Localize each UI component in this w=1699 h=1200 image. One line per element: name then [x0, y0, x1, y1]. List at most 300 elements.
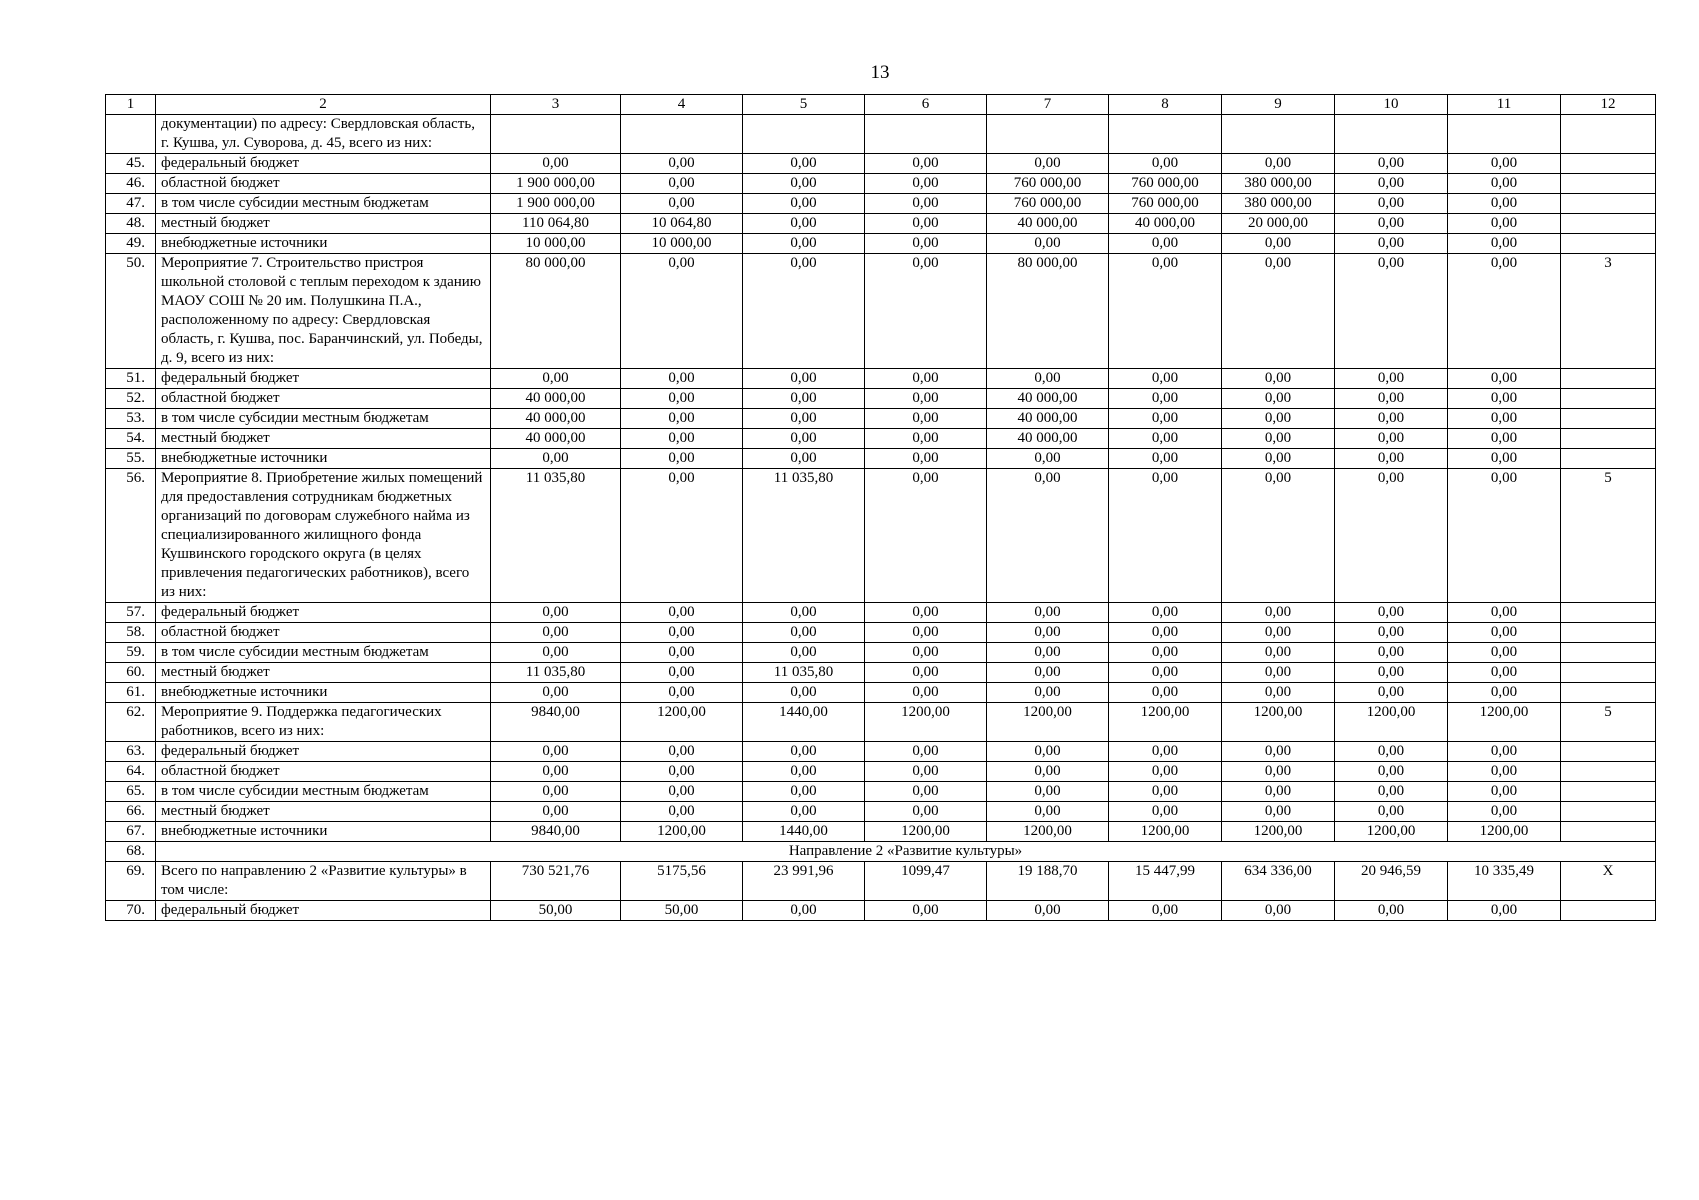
item-name: внебюджетные источники — [156, 822, 491, 842]
target-index-cell — [1561, 409, 1656, 429]
table-row — [106, 469, 1656, 603]
table-row — [106, 234, 1656, 254]
value-cell: 0,00 — [1335, 409, 1448, 429]
value-cell: 0,00 — [743, 409, 865, 429]
value-cell: 0,00 — [491, 603, 621, 623]
row-number: 61. — [106, 683, 156, 703]
table-row — [106, 174, 1656, 194]
row-number: 66. — [106, 802, 156, 822]
value-cell: 0,00 — [1448, 389, 1561, 409]
table-row — [106, 409, 1656, 429]
item-name: областной бюджет — [156, 389, 491, 409]
value-cell: 0,00 — [865, 623, 987, 643]
value-cell: 11 035,80 — [743, 469, 865, 603]
value-cell: 1200,00 — [865, 703, 987, 742]
value-cell: 11 035,80 — [743, 663, 865, 683]
value-cell: 0,00 — [743, 254, 865, 369]
value-cell: 1440,00 — [743, 822, 865, 842]
value-cell: 11 035,80 — [491, 469, 621, 603]
value-cell: 0,00 — [743, 802, 865, 822]
value-cell: 0,00 — [1335, 623, 1448, 643]
value-cell: 0,00 — [1109, 154, 1222, 174]
value-cell: 0,00 — [865, 901, 987, 921]
value-cell: 0,00 — [987, 683, 1109, 703]
value-cell: 0,00 — [621, 802, 743, 822]
table-row — [106, 369, 1656, 389]
value-cell: 0,00 — [865, 389, 987, 409]
row-number: 59. — [106, 643, 156, 663]
value-cell: 0,00 — [1335, 369, 1448, 389]
table-row — [106, 643, 1656, 663]
value-cell: 0,00 — [743, 194, 865, 214]
value-cell: 1200,00 — [621, 703, 743, 742]
value-cell: 1200,00 — [1448, 703, 1561, 742]
item-name: Всего по направлению 2 «Развитие культуры» в том числе: — [156, 862, 491, 901]
value-cell: 0,00 — [491, 623, 621, 643]
value-cell: 0,00 — [1222, 369, 1335, 389]
value-cell: 0,00 — [1109, 643, 1222, 663]
row-number: 69. — [106, 862, 156, 901]
item-name: федеральный бюджет — [156, 901, 491, 921]
row-number: 48. — [106, 214, 156, 234]
value-cell: 1200,00 — [1222, 703, 1335, 742]
value-cell: 0,00 — [621, 623, 743, 643]
header-cell: 12 — [1561, 95, 1656, 115]
target-index-cell: 5 — [1561, 703, 1656, 742]
item-name: в том числе субсидии местным бюджетам — [156, 782, 491, 802]
table-row — [106, 254, 1656, 369]
value-cell: 0,00 — [621, 369, 743, 389]
value-cell: 0,00 — [987, 623, 1109, 643]
value-cell: 0,00 — [1448, 409, 1561, 429]
value-cell — [1448, 115, 1561, 154]
target-index-cell — [1561, 901, 1656, 921]
value-cell: 0,00 — [1109, 663, 1222, 683]
value-cell: 0,00 — [987, 901, 1109, 921]
value-cell: 0,00 — [1335, 214, 1448, 234]
value-cell: 0,00 — [491, 449, 621, 469]
target-index-cell — [1561, 742, 1656, 762]
value-cell: 1200,00 — [1109, 822, 1222, 842]
value-cell: 0,00 — [1109, 683, 1222, 703]
row-number: 46. — [106, 174, 156, 194]
value-cell: 0,00 — [491, 369, 621, 389]
row-number: 64. — [106, 762, 156, 782]
page-number: 13 — [870, 62, 890, 83]
item-name: федеральный бюджет — [156, 603, 491, 623]
target-index-cell — [1561, 194, 1656, 214]
row-number: 62. — [106, 703, 156, 742]
value-cell: 0,00 — [491, 643, 621, 663]
value-cell — [491, 115, 621, 154]
row-number: 68. — [106, 842, 156, 862]
value-cell: 110 064,80 — [491, 214, 621, 234]
item-name: областной бюджет — [156, 623, 491, 643]
value-cell: 0,00 — [1335, 802, 1448, 822]
value-cell: 0,00 — [1335, 742, 1448, 762]
value-cell: 11 035,80 — [491, 663, 621, 683]
value-cell: 0,00 — [1448, 469, 1561, 603]
value-cell: 0,00 — [1448, 643, 1561, 663]
value-cell: 0,00 — [621, 174, 743, 194]
value-cell: 0,00 — [987, 603, 1109, 623]
value-cell: 760 000,00 — [987, 174, 1109, 194]
target-index-cell — [1561, 115, 1656, 154]
value-cell: 0,00 — [1222, 762, 1335, 782]
header-cell: 4 — [621, 95, 743, 115]
value-cell: 0,00 — [1448, 603, 1561, 623]
value-cell: 0,00 — [621, 194, 743, 214]
item-name: Мероприятие 9. Поддержка педагогических работников, всего из них: — [156, 703, 491, 742]
value-cell: 20 946,59 — [1335, 862, 1448, 901]
value-cell: 0,00 — [1335, 174, 1448, 194]
table-row — [106, 742, 1656, 762]
value-cell: 0,00 — [1222, 782, 1335, 802]
value-cell: 0,00 — [987, 154, 1109, 174]
value-cell: 760 000,00 — [1109, 174, 1222, 194]
target-index-cell — [1561, 762, 1656, 782]
value-cell: 0,00 — [1109, 429, 1222, 449]
target-index-cell — [1561, 623, 1656, 643]
value-cell: 0,00 — [1448, 174, 1561, 194]
header-cell: 5 — [743, 95, 865, 115]
value-cell: 0,00 — [1222, 742, 1335, 762]
value-cell: 1200,00 — [1335, 703, 1448, 742]
table-row — [106, 115, 1656, 154]
value-cell: 0,00 — [865, 762, 987, 782]
row-number: 57. — [106, 603, 156, 623]
value-cell: 0,00 — [491, 762, 621, 782]
table-row — [106, 154, 1656, 174]
header-cell: 1 — [106, 95, 156, 115]
value-cell: 10 000,00 — [621, 234, 743, 254]
header-cell: 9 — [1222, 95, 1335, 115]
value-cell: 0,00 — [1222, 603, 1335, 623]
section-title: Направление 2 «Развитие культуры» — [156, 842, 1656, 862]
value-cell: 0,00 — [987, 762, 1109, 782]
value-cell — [743, 115, 865, 154]
value-cell: 0,00 — [743, 782, 865, 802]
row-number — [106, 115, 156, 154]
value-cell: 0,00 — [743, 369, 865, 389]
row-number: 60. — [106, 663, 156, 683]
item-name: в том числе субсидии местным бюджетам — [156, 409, 491, 429]
target-index-cell — [1561, 154, 1656, 174]
value-cell: 0,00 — [1448, 449, 1561, 469]
value-cell: 0,00 — [1109, 901, 1222, 921]
value-cell: 0,00 — [1222, 802, 1335, 822]
value-cell: 0,00 — [621, 762, 743, 782]
value-cell: 0,00 — [1335, 449, 1448, 469]
value-cell: 1 900 000,00 — [491, 194, 621, 214]
table-row — [106, 822, 1656, 842]
target-index-cell — [1561, 822, 1656, 842]
value-cell: 0,00 — [987, 663, 1109, 683]
value-cell: 0,00 — [1335, 901, 1448, 921]
header-cell: 2 — [156, 95, 491, 115]
value-cell: 0,00 — [987, 643, 1109, 663]
value-cell: 0,00 — [743, 643, 865, 663]
value-cell: 0,00 — [491, 154, 621, 174]
value-cell: 0,00 — [1222, 683, 1335, 703]
item-name: местный бюджет — [156, 663, 491, 683]
value-cell: 10 335,49 — [1448, 862, 1561, 901]
value-cell: 0,00 — [1448, 214, 1561, 234]
value-cell: 0,00 — [1109, 469, 1222, 603]
value-cell: 0,00 — [987, 742, 1109, 762]
value-cell: 0,00 — [621, 469, 743, 603]
table-row — [106, 762, 1656, 782]
table-row — [106, 603, 1656, 623]
value-cell: 1200,00 — [621, 822, 743, 842]
item-name: внебюджетные источники — [156, 449, 491, 469]
value-cell: 40 000,00 — [987, 214, 1109, 234]
row-number: 45. — [106, 154, 156, 174]
value-cell: 0,00 — [865, 449, 987, 469]
row-number: 52. — [106, 389, 156, 409]
value-cell: 0,00 — [1448, 901, 1561, 921]
value-cell: 40 000,00 — [987, 429, 1109, 449]
value-cell: 0,00 — [1448, 254, 1561, 369]
value-cell: 0,00 — [743, 449, 865, 469]
value-cell: 0,00 — [621, 389, 743, 409]
header-cell: 10 — [1335, 95, 1448, 115]
target-index-cell: Х — [1561, 862, 1656, 901]
value-cell: 0,00 — [491, 782, 621, 802]
table-row — [106, 782, 1656, 802]
value-cell: 0,00 — [621, 429, 743, 449]
value-cell: 40 000,00 — [491, 429, 621, 449]
table-row — [106, 802, 1656, 822]
item-name: в том числе субсидии местным бюджетам — [156, 194, 491, 214]
value-cell: 0,00 — [987, 469, 1109, 603]
row-number: 70. — [106, 901, 156, 921]
item-name: федеральный бюджет — [156, 154, 491, 174]
value-cell: 0,00 — [1335, 429, 1448, 449]
value-cell — [621, 115, 743, 154]
value-cell: 0,00 — [865, 429, 987, 449]
value-cell: 1440,00 — [743, 703, 865, 742]
item-name: местный бюджет — [156, 802, 491, 822]
value-cell: 0,00 — [743, 742, 865, 762]
value-cell: 0,00 — [1222, 409, 1335, 429]
value-cell: 634 336,00 — [1222, 862, 1335, 901]
value-cell: 0,00 — [491, 802, 621, 822]
value-cell: 0,00 — [1109, 623, 1222, 643]
row-number: 67. — [106, 822, 156, 842]
item-name: областной бюджет — [156, 174, 491, 194]
value-cell: 0,00 — [865, 742, 987, 762]
value-cell: 1200,00 — [865, 822, 987, 842]
value-cell: 40 000,00 — [1109, 214, 1222, 234]
value-cell: 0,00 — [1222, 154, 1335, 174]
table-row — [106, 901, 1656, 921]
value-cell: 0,00 — [1448, 782, 1561, 802]
value-cell: 0,00 — [1448, 623, 1561, 643]
value-cell: 0,00 — [1335, 234, 1448, 254]
value-cell: 0,00 — [621, 154, 743, 174]
value-cell: 0,00 — [621, 683, 743, 703]
value-cell: 19 188,70 — [987, 862, 1109, 901]
value-cell: 1 900 000,00 — [491, 174, 621, 194]
target-index-cell — [1561, 369, 1656, 389]
value-cell: 0,00 — [1335, 683, 1448, 703]
value-cell: 10 064,80 — [621, 214, 743, 234]
value-cell: 0,00 — [987, 802, 1109, 822]
value-cell: 0,00 — [1109, 234, 1222, 254]
item-name: областной бюджет — [156, 762, 491, 782]
value-cell: 0,00 — [743, 762, 865, 782]
value-cell: 0,00 — [1335, 469, 1448, 603]
value-cell: 0,00 — [987, 449, 1109, 469]
value-cell: 0,00 — [621, 663, 743, 683]
value-cell: 0,00 — [865, 214, 987, 234]
value-cell: 0,00 — [621, 782, 743, 802]
target-index-cell: 5 — [1561, 469, 1656, 603]
value-cell: 5175,56 — [621, 862, 743, 901]
value-cell: 0,00 — [1222, 429, 1335, 449]
item-name: Мероприятие 7. Строительство пристроя школьной столовой с теплым переходом к зданию МАОУ СОШ № 20 им. Полушкина П.А., расположенному по адресу: Свердловская область, г. Кушва, пос. Баранчинский, ул. Победы, д. 9, всего из них: — [156, 254, 491, 369]
value-cell: 50,00 — [491, 901, 621, 921]
value-cell — [1222, 115, 1335, 154]
table-row — [106, 862, 1656, 901]
header-row — [106, 95, 1656, 115]
value-cell: 0,00 — [1222, 469, 1335, 603]
row-number: 56. — [106, 469, 156, 603]
value-cell: 0,00 — [621, 742, 743, 762]
item-name: внебюджетные источники — [156, 234, 491, 254]
value-cell: 0,00 — [865, 683, 987, 703]
table-row — [106, 214, 1656, 234]
value-cell: 0,00 — [1448, 429, 1561, 449]
table-row — [106, 842, 1656, 862]
value-cell: 0,00 — [865, 802, 987, 822]
value-cell: 0,00 — [1335, 603, 1448, 623]
value-cell: 0,00 — [1335, 254, 1448, 369]
target-index-cell — [1561, 449, 1656, 469]
header-cell: 8 — [1109, 95, 1222, 115]
row-number: 54. — [106, 429, 156, 449]
value-cell: 0,00 — [743, 603, 865, 623]
value-cell: 40 000,00 — [987, 389, 1109, 409]
row-number: 47. — [106, 194, 156, 214]
value-cell: 0,00 — [1448, 369, 1561, 389]
row-number: 53. — [106, 409, 156, 429]
value-cell: 0,00 — [1335, 762, 1448, 782]
value-cell: 0,00 — [1448, 762, 1561, 782]
value-cell: 0,00 — [1109, 369, 1222, 389]
value-cell — [865, 115, 987, 154]
target-index-cell — [1561, 174, 1656, 194]
target-index-cell — [1561, 683, 1656, 703]
item-name: внебюджетные источники — [156, 683, 491, 703]
target-index-cell — [1561, 214, 1656, 234]
row-number: 49. — [106, 234, 156, 254]
value-cell: 0,00 — [865, 369, 987, 389]
item-name: местный бюджет — [156, 214, 491, 234]
value-cell: 0,00 — [1109, 449, 1222, 469]
value-cell: 0,00 — [1109, 742, 1222, 762]
row-number: 65. — [106, 782, 156, 802]
value-cell: 23 991,96 — [743, 862, 865, 901]
value-cell: 1200,00 — [987, 822, 1109, 842]
item-name: в том числе субсидии местным бюджетам — [156, 643, 491, 663]
value-cell: 380 000,00 — [1222, 174, 1335, 194]
value-cell: 0,00 — [1222, 663, 1335, 683]
table-row — [106, 683, 1656, 703]
value-cell: 9840,00 — [491, 822, 621, 842]
table-row — [106, 663, 1656, 683]
value-cell: 0,00 — [621, 643, 743, 663]
value-cell: 0,00 — [1222, 234, 1335, 254]
value-cell: 0,00 — [1222, 901, 1335, 921]
value-cell: 0,00 — [1335, 389, 1448, 409]
value-cell: 1200,00 — [1448, 822, 1561, 842]
value-cell: 0,00 — [1109, 389, 1222, 409]
value-cell: 1200,00 — [1109, 703, 1222, 742]
value-cell: 1099,47 — [865, 862, 987, 901]
value-cell: 0,00 — [1448, 663, 1561, 683]
value-cell: 0,00 — [743, 683, 865, 703]
value-cell: 0,00 — [1448, 802, 1561, 822]
value-cell: 0,00 — [987, 782, 1109, 802]
value-cell: 760 000,00 — [1109, 194, 1222, 214]
value-cell: 80 000,00 — [491, 254, 621, 369]
row-number: 50. — [106, 254, 156, 369]
value-cell: 0,00 — [865, 154, 987, 174]
value-cell: 0,00 — [1448, 683, 1561, 703]
value-cell: 0,00 — [1109, 254, 1222, 369]
value-cell: 0,00 — [865, 782, 987, 802]
value-cell: 380 000,00 — [1222, 194, 1335, 214]
target-index-cell — [1561, 643, 1656, 663]
target-index-cell — [1561, 802, 1656, 822]
value-cell: 0,00 — [1335, 643, 1448, 663]
value-cell: 0,00 — [743, 901, 865, 921]
target-index-cell — [1561, 389, 1656, 409]
value-cell: 0,00 — [865, 409, 987, 429]
value-cell: 0,00 — [865, 194, 987, 214]
value-cell: 1200,00 — [1335, 822, 1448, 842]
value-cell: 0,00 — [1335, 663, 1448, 683]
header-cell: 6 — [865, 95, 987, 115]
value-cell: 0,00 — [491, 683, 621, 703]
value-cell — [1109, 115, 1222, 154]
value-cell: 0,00 — [1222, 254, 1335, 369]
value-cell: 760 000,00 — [987, 194, 1109, 214]
value-cell: 0,00 — [743, 214, 865, 234]
value-cell: 40 000,00 — [491, 389, 621, 409]
value-cell: 0,00 — [621, 449, 743, 469]
value-cell: 80 000,00 — [987, 254, 1109, 369]
value-cell: 0,00 — [1222, 389, 1335, 409]
value-cell: 0,00 — [865, 603, 987, 623]
value-cell: 1200,00 — [987, 703, 1109, 742]
value-cell: 0,00 — [1222, 449, 1335, 469]
table-row — [106, 623, 1656, 643]
value-cell: 0,00 — [743, 154, 865, 174]
value-cell: 0,00 — [1335, 782, 1448, 802]
row-number: 51. — [106, 369, 156, 389]
target-index-cell — [1561, 234, 1656, 254]
value-cell: 0,00 — [1448, 742, 1561, 762]
value-cell: 0,00 — [1448, 234, 1561, 254]
value-cell: 0,00 — [743, 234, 865, 254]
header-cell: 3 — [491, 95, 621, 115]
budget-table — [105, 94, 1656, 921]
header-cell: 7 — [987, 95, 1109, 115]
value-cell: 0,00 — [1335, 194, 1448, 214]
